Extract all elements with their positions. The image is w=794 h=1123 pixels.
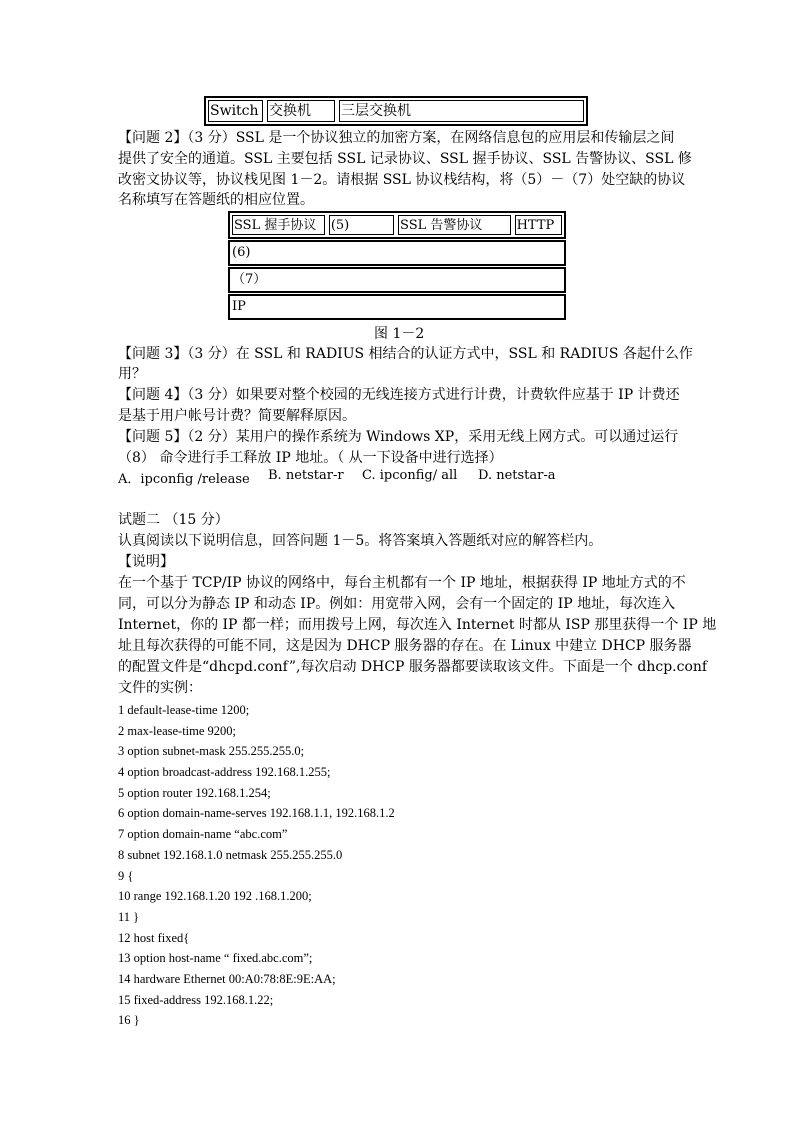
q3-line-1: 【问题 3】（3 分）在 SSL 和 RADIUS 相结合的认证方式中，SSL 和 RADIUS 各起什么作 [118,346,693,362]
code-line: 13 option host-name “ fixed.abc.com”; [118,951,313,966]
option-a: A．ipconfig /release [118,472,250,487]
q2-line-3: 改密文协议等，协议栈见图 1－2。请根据 SSL 协议栈结构，将（5）－（7）处空缺的协议 [118,172,686,188]
section2-line-6: 文件的实例： [118,680,202,696]
switch-cell-layer3: 三层交换机 [339,100,584,122]
section2-line-2: 同，可以分为静态 IP 和动态 IP。例如：用宽带入网，会有一个固定的 IP 地址，每次连入 [118,596,676,612]
q2-line-1: 【问题 2】（3 分）SSL 是一个协议独立的加密方案，在网络信息包的应用层和传输层之间 [118,130,675,146]
code-line: 14 hardware Ethernet 00:A0:78:8E:9E:AA; [118,971,336,986]
code-line: 2 max-lease-time 9200; [118,723,237,738]
section2-line-5: 的配置文件是“dhcpd.conf”,每次启动 DHCP 服务器都要读取该文件。下面是一个 dhcp.conf [118,659,708,675]
blank-6-row: (6) [228,240,566,266]
q2-line-4: 名称填写在答题纸的相应位置。 [118,192,314,208]
section2-line-1: 在一个基于 TCP/IP 协议的网络中，每台主机都有一个 IP 地址，根据获得 IP 地址方式的不 [118,575,686,591]
section2-intro: 认真阅读以下说明信息，回答问题 1－5。将答案填入答题纸对应的解答栏内。 [118,533,603,549]
section2-heading: 【说明】 [118,554,174,570]
code-line: 3 option subnet-mask 255.255.255.0; [118,744,305,759]
ssl-alert-cell: SSL 告警协议 [398,215,511,235]
code-line: 6 option domain-name-serves 192.168.1.1, 192.168.1.2 [118,806,395,821]
blank-7-row: （7） [228,267,566,293]
switch-table [204,96,588,126]
ip-row: IP [228,294,566,320]
code-line: 7 option domain-name “abc.com” [118,827,288,842]
q5-line-2: （8） 命令进行手工释放 IP 地址。（ 从一下设备中进行选择） [118,450,503,466]
option-c: C. ipconfig/ all [362,468,458,483]
q4-line-1: 【问题 4】（3 分）如果要对整个校园的无线连接方式进行计费，计费软件应基于 IP 计费还 [118,387,680,403]
code-line: 4 option broadcast-address 192.168.1.255; [118,765,331,780]
ssl-stack-top-row [228,211,566,239]
switch-cell-english: Switch [208,100,263,122]
q3-line-2: 用？ [118,366,146,382]
http-cell: HTTP [515,215,562,235]
q4-line-2: 是基于用户帐号计费？简要解释原因。 [118,408,356,424]
option-d: D. netstar-a [478,468,556,483]
section2-title: 试题二 （15 分） [118,512,229,528]
section2-line-4: 址且每次获得的可能不同，这是因为 DHCP 服务器的存在。在 Linux 中建立 DHCP 服务器 [118,638,692,654]
code-line: 5 option router 192.168.1.254; [118,785,271,800]
blank-5-cell: (5) [329,215,394,235]
dhcp-config-listing [118,700,395,1031]
q5-line-1: 【问题 5】（2 分）某用户的操作系统为 Windows XP，采用无线上网方式。可以通过运行 [118,429,679,445]
code-line: 1 default-lease-time 1200; [118,703,250,717]
section2-line-3: Internet，你的 IP 都一样；而用拨号上网，每次连入 Internet 时都从 ISP 那里获得一个 IP 地 [118,617,717,633]
code-line: 15 fixed-address 192.168.1.22; [118,992,274,1007]
code-line: 11 } [118,909,140,924]
figure-caption: 图 1－2 [374,326,425,342]
code-line: 10 range 192.168.1.20 192 .168.1.200; [118,889,312,904]
option-b: B. netstar-r [268,468,344,483]
code-line: 12 host fixed{ [118,930,190,945]
switch-cell-chinese: 交换机 [267,100,335,122]
code-line: 9 { [118,868,134,883]
code-line: 8 subnet 192.168.1.0 netmask 255.255.255.0 [118,847,343,862]
ssl-handshake-cell: SSL 握手协议 [232,215,325,235]
q2-line-2: 提供了安全的通道。SSL 主要包括 SSL 记录协议、SSL 握手协议、SSL 告警协议、SSL 修 [118,151,692,167]
code-line: 16 } [118,1013,140,1028]
